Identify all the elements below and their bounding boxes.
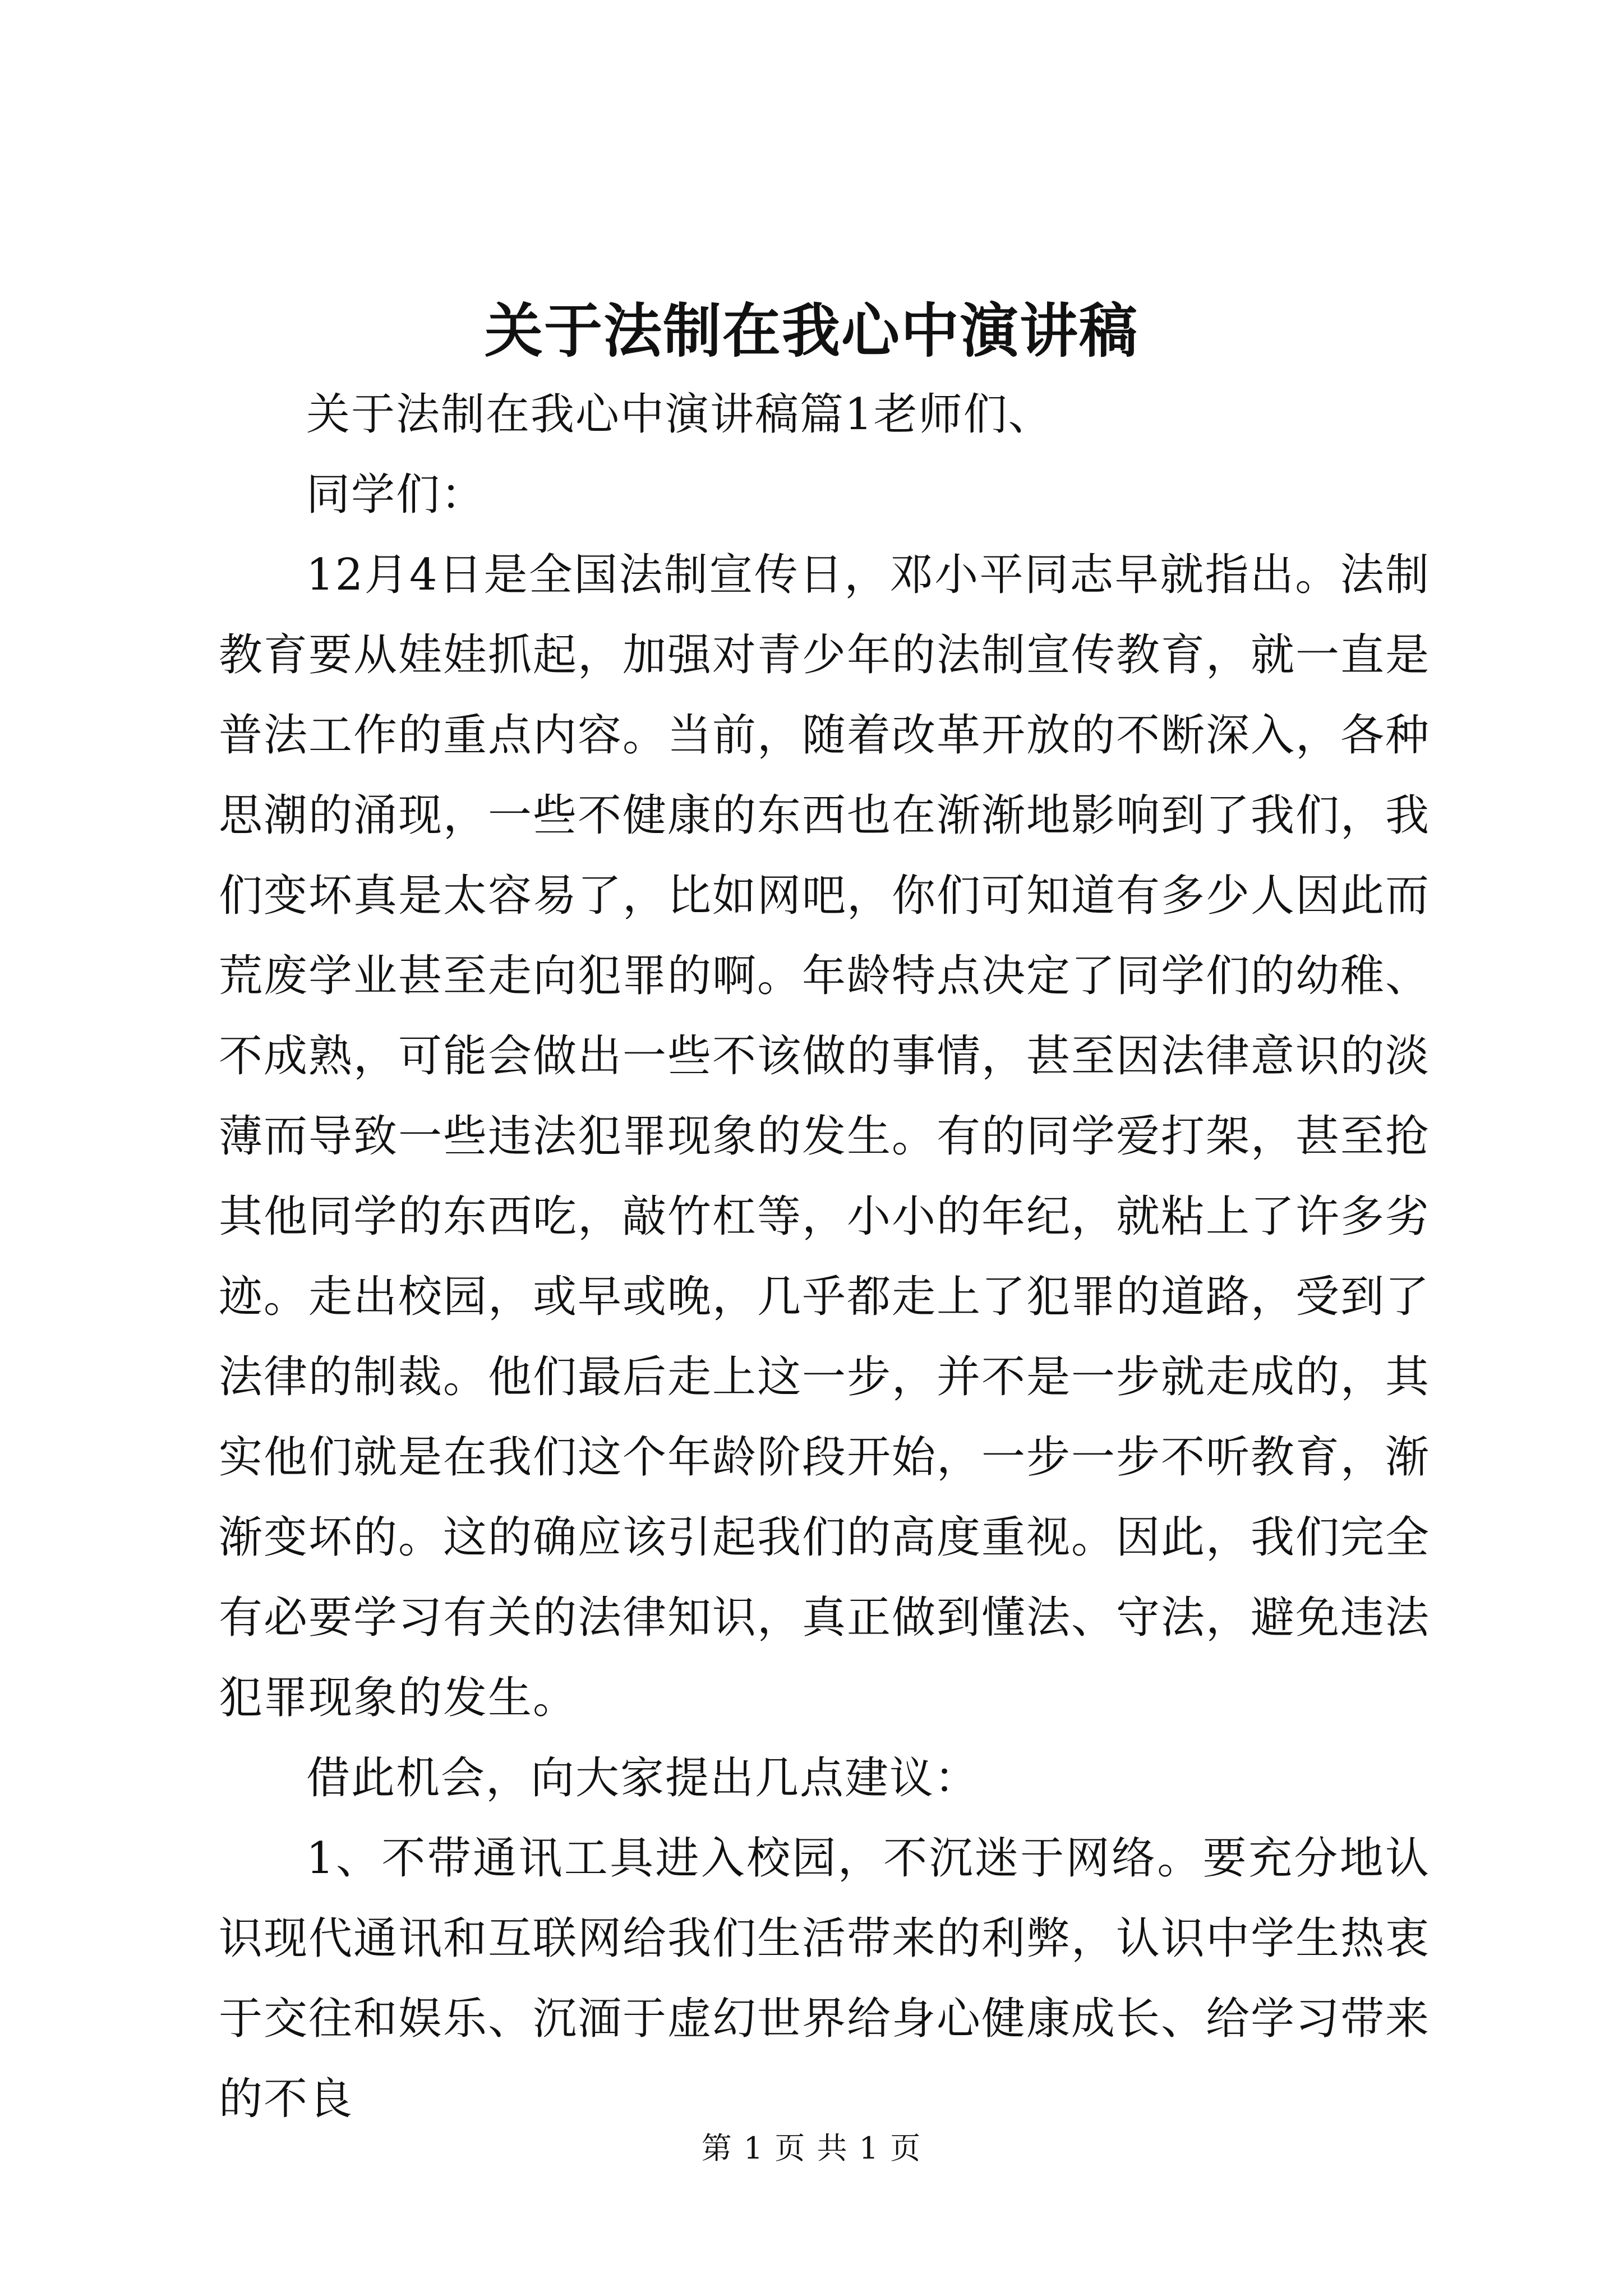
paragraph-salutation-2: 同学们：	[306, 470, 486, 520]
paragraph-suggestion-1: 1、不带通讯工具进入校园，不沉迷于网络。要充分地认识现代通讯和互联网给我们生活带来的利弊，认识中学生热衷于交往和娱乐、沉湎于虚幻世界给身心健康成长、给学习带来的不良	[219, 1833, 1431, 2124]
paragraph-main: 12月4日是全国法制宣传日，邓小平同志早就指出。法制教育要从娃娃抓起，加强对青少年的法制宣传教育，就一直是普法工作的重点内容。当前，随着改革开放的不断深入，各种思潮的涌现，一些不健康的东西也在渐渐地影响到了我们，我们变坏真是太容易了，比如网吧，你们可知道有多少人因此而荒废学业甚至走向犯罪的啊。年龄特点决定了同学们的幼稚、不成熟，可能会做出一些不该做的事情，甚至因法律意识的淡薄而导致一些违法犯罪现象的发生。有的同学爱打架，甚至抢其他同学的东西吃，敲竹杠等，小小的年纪，就粘上了许多劣迹。走出校园，或早或晚，几乎都走上了犯罪的道路，受到了法律的制裁。他们最后走上这一步，并不是一步就走成的，其实他们就是在我们这个年龄阶段开始，一步一步不听教育，渐渐变坏的。这的确应该引起我们的高度重视。因此，我们完全有必要学习有关的法律知识，真正做到懂法、守法，避免违法犯罪现象的发生。	[219, 550, 1431, 1723]
paragraph-suggestions-intro: 借此机会，向大家提出几点建议：	[306, 1753, 980, 1803]
page-footer: 第 1 页 共 1 页	[701, 2131, 922, 2166]
document-body	[219, 375, 1430, 2139]
document-title: 关于法制在我心中演讲稿	[484, 296, 1138, 365]
paragraph-salutation-1: 关于法制在我心中演讲稿篇1老师们、	[306, 389, 1053, 440]
